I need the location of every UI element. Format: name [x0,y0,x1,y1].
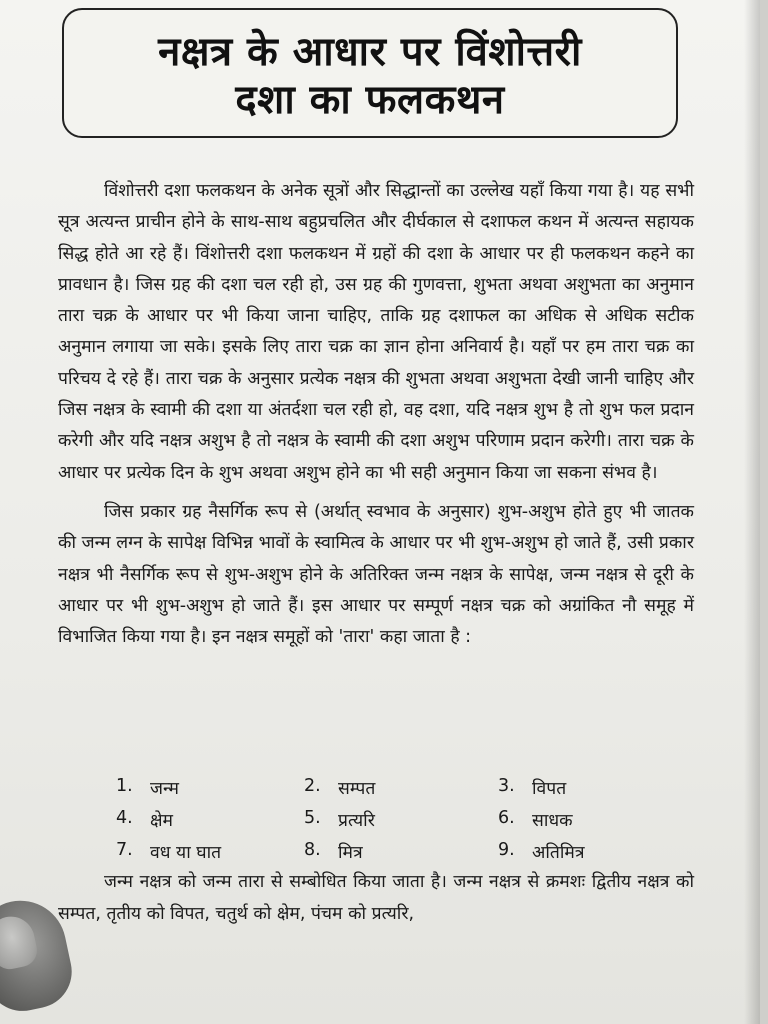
tara-number: 8. [304,840,321,860]
tara-list-item [498,776,566,800]
tara-list-row [116,836,676,868]
tara-number: 4. [116,808,133,828]
tara-name: साधक [532,811,573,831]
tara-list-row [116,772,676,804]
tara-list-item [498,808,573,832]
paragraph-3: जन्म नक्षत्र को जन्म तारा से सम्बोधित किया जाता है। जन्म नक्षत्र से क्रमशः द्वितीय नक्षत्र को सम्पत, तृतीय को विपत, चतुर्थ को क्षेम, पंचम को प्रत्यरि, [58,872,694,924]
tara-number: 1. [116,776,133,796]
tara-list-item [116,808,304,832]
tara-list-row [116,804,676,836]
chapter-title-line-2: दशा का फलकथन [235,77,505,123]
tara-name: जन्म [150,779,180,799]
tara-number: 3. [498,776,515,796]
tara-number: 6. [498,808,515,828]
tara-number: 2. [304,776,321,796]
closing-text [58,866,694,930]
chapter-title-box [62,8,678,138]
tara-list-item [304,840,498,864]
tara-name: वध या घात [150,843,222,863]
tara-name: प्रत्यरि [338,811,375,831]
tara-list [116,772,676,868]
tara-number: 7. [116,840,133,860]
tara-name: अतिमित्र [532,843,585,863]
tara-number: 9. [498,840,515,860]
tara-list-item [498,840,585,864]
tara-name: सम्पत [338,779,376,799]
tara-name: विपत [532,779,567,799]
paragraph-2: जिस प्रकार ग्रह नैसर्गिक रूप से (अर्थात् स्वभाव के अनुसार) शुभ-अशुभ होते हुए भी जातक की जन्म लग्न के सापेक्ष विभिन्न भावों के स्वामित्व के आधार पर भी शुभ-अशुभ हो जाते हैं, उसी प्रकार नक्षत्र भी नैसर्गिक रूप से शुभ-अशुभ होने के अतिरिक्त जन्म नक्षत्र के सापेक्ष, जन्म नक्षत्र से दूरी के आधार पर भी शुभ-अशुभ हो जाते हैं। इस आधार पर सम्पूर्ण नक्षत्र चक्र को अग्रांकित नौ समूह में विभाजित किया गया है। इन नक्षत्र समूहों को 'तारा' कहा जाता है : [58,501,694,648]
tara-list-item [116,776,304,800]
body-text [58,176,694,653]
tara-number: 5. [304,808,321,828]
tara-list-item [304,808,498,832]
tara-name: मित्र [338,843,363,863]
thumbnail-highlight [0,912,40,972]
chapter-title-line-1: नक्षत्र के आधार पर विंशोत्तरी [158,29,582,75]
tara-name: क्षेम [150,811,174,831]
paragraph-1: विंशोत्तरी दशा फलकथन के अनेक सूत्रों और सिद्धान्तों का उल्लेख यहाँ किया गया है। यह सभी सूत्र अत्यन्त प्राचीन होने के साथ-साथ बहुप्रचलित और दीर्घकाल से दशाफल कथन में अत्यन्त सहायक सिद्ध होते आ रहे हैं। विंशोत्तरी दशा फलकथन में ग्रहों की दशा के आधार पर ही फलकथन कहने का प्रावधान है। जिस ग्रह की दशा चल रही हो, उस ग्रह की गुणवत्ता, शुभता अथवा अशुभता का अनुमान तारा चक्र के आधार पर भी किया जाना चाहिए, ताकि ग्रह दशाफल का अधिक से अधिक सटीक अनुमान लगाया जा सके। इसके लिए तारा चक्र का ज्ञान होना अनिवार्य है। यहाँ पर हम तारा चक्र का परिचय दे रहे हैं। तारा चक्र के अनुसार प्रत्येक नक्षत्र की शुभता अथवा अशुभता देखी जानी चाहिए और जिस नक्षत्र के स्वामी की दशा या अंतर्दशा चल रही हो, वह दशा, यदि नक्षत्र शुभ है तो शुभ फल प्रदान करेगी और यदि नक्षत्र अशुभ है तो नक्षत्र के स्वामी की दशा अशुभ परिणाम प्रदान करेगी। तारा चक्र के आधार पर प्रत्येक दिन के शुभ अथवा अशुभ होने का भी सही अनुमान किया जा सकना संभव है। [58,181,694,483]
tara-list-item [304,776,498,800]
tara-list-item [116,840,304,864]
